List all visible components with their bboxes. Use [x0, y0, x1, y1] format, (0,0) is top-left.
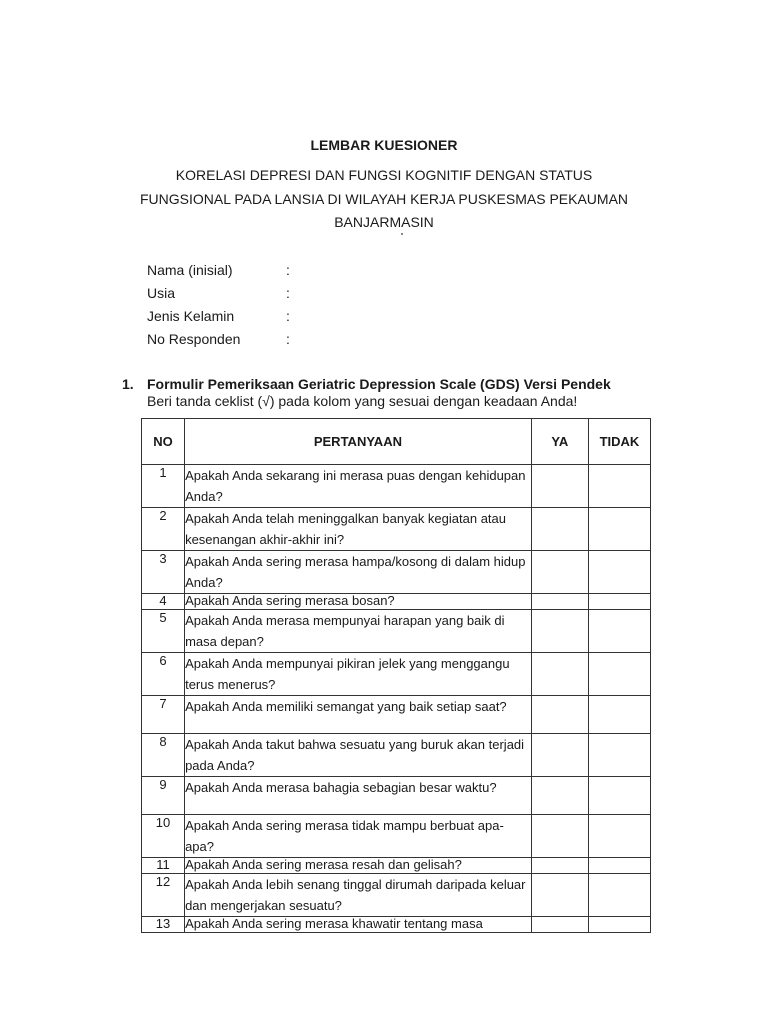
ya-checkbox-cell[interactable]	[531, 917, 588, 933]
table-row	[142, 777, 651, 815]
subtitle-line-1: KORELASI DEPRESI DAN FUNGSI KOGNITIF DENGAN STATUS	[175, 167, 593, 183]
tidak-checkbox-cell[interactable]	[588, 653, 650, 696]
section-number: 1.	[122, 376, 134, 392]
table-row	[142, 858, 651, 874]
tidak-checkbox-cell[interactable]	[588, 551, 650, 594]
row-number: 8	[142, 734, 185, 777]
tidak-checkbox-cell[interactable]	[588, 610, 650, 653]
tidak-checkbox-cell[interactable]	[588, 815, 650, 858]
table-row	[142, 551, 651, 594]
gds-table	[141, 418, 651, 933]
row-question: Apakah Anda merasa bahagia sebagian besar waktu?	[185, 777, 532, 815]
row-question: Apakah Anda lebih senang tinggal dirumah daripada keluar dan mengerjakan sesuatu?	[185, 874, 532, 917]
ya-checkbox-cell[interactable]	[531, 594, 588, 610]
row-question: Apakah Anda takut bahwa sesuatu yang buruk akan terjadi pada Anda?	[185, 734, 532, 777]
row-question: Apakah Anda memiliki semangat yang baik setiap saat?	[185, 696, 532, 734]
ya-checkbox-cell[interactable]	[531, 610, 588, 653]
tidak-checkbox-cell[interactable]	[588, 858, 650, 874]
field-colon-usia: :	[286, 285, 290, 301]
ya-checkbox-cell[interactable]	[531, 653, 588, 696]
field-label-jenis-kelamin: Jenis Kelamin	[147, 308, 235, 324]
row-number: 5	[142, 610, 185, 653]
row-question: Apakah Anda sekarang ini merasa puas dengan kehidupan Anda?	[185, 465, 532, 508]
field-colon-no-responden: :	[286, 331, 290, 347]
row-question: Apakah Anda sering merasa hampa/kosong di dalam hidup Anda?	[185, 551, 532, 594]
row-number: 10	[142, 815, 185, 858]
ya-checkbox-cell[interactable]	[531, 734, 588, 777]
header-tidak: TIDAK	[588, 419, 650, 465]
row-question: Apakah Anda merasa mempunyai harapan yang baik di masa depan?	[185, 610, 532, 653]
tidak-checkbox-cell[interactable]	[588, 734, 650, 777]
table-row	[142, 815, 651, 858]
table-row	[142, 874, 651, 917]
subtitle-line-3: BANJARMASIN	[334, 214, 434, 230]
ya-checkbox-cell[interactable]	[531, 551, 588, 594]
section-instruction: Beri tanda ceklist (√) pada kolom yang sesuai dengan keadaan Anda!	[147, 393, 578, 409]
header-question: PERTANYAAN	[185, 419, 532, 465]
row-number: 6	[142, 653, 185, 696]
row-question: Apakah Anda sering merasa resah dan gelisah?	[185, 858, 532, 874]
field-colon-jenis-kelamin: :	[286, 308, 290, 324]
table-row	[142, 696, 651, 734]
ya-checkbox-cell[interactable]	[531, 508, 588, 551]
row-number: 2	[142, 508, 185, 551]
stray-dot	[401, 233, 403, 235]
row-number: 7	[142, 696, 185, 734]
row-question: Apakah Anda sering merasa bosan?	[185, 594, 532, 610]
field-label-nama: Nama (inisial)	[147, 262, 233, 278]
header-no: NO	[142, 419, 185, 465]
header-ya: YA	[531, 419, 588, 465]
row-number: 9	[142, 777, 185, 815]
row-question: Apakah Anda mempunyai pikiran jelek yang menggangu terus menerus?	[185, 653, 532, 696]
tidak-checkbox-cell[interactable]	[588, 465, 650, 508]
tidak-checkbox-cell[interactable]	[588, 917, 650, 933]
row-number: 1	[142, 465, 185, 508]
ya-checkbox-cell[interactable]	[531, 777, 588, 815]
row-number: 13	[142, 917, 185, 933]
section-title: Formulir Pemeriksaan Geriatric Depression Scale (GDS) Versi Pendek	[147, 376, 611, 392]
row-number: 3	[142, 551, 185, 594]
field-label-usia: Usia	[147, 285, 176, 301]
row-question: Apakah Anda telah meninggalkan banyak kegiatan atau kesenangan akhir-akhir ini?	[185, 508, 532, 551]
table-row	[142, 465, 651, 508]
tidak-checkbox-cell[interactable]	[588, 777, 650, 815]
ya-checkbox-cell[interactable]	[531, 858, 588, 874]
table-row	[142, 653, 651, 696]
table-row	[142, 917, 651, 933]
tidak-checkbox-cell[interactable]	[588, 508, 650, 551]
table-row	[142, 610, 651, 653]
ya-checkbox-cell[interactable]	[531, 465, 588, 508]
subtitle-line-2: FUNGSIONAL PADA LANSIA DI WILAYAH KERJA PUSKESMAS PEKAUMAN	[139, 191, 629, 207]
document-title: LEMBAR KUESIONER	[310, 137, 458, 153]
ya-checkbox-cell[interactable]	[531, 874, 588, 917]
table-header-row	[142, 419, 651, 465]
ya-checkbox-cell[interactable]	[531, 696, 588, 734]
row-question: Apakah Anda sering merasa khawatir tentang masa	[185, 917, 532, 933]
tidak-checkbox-cell[interactable]	[588, 594, 650, 610]
row-number: 4	[142, 594, 185, 610]
field-colon-nama: :	[286, 262, 290, 278]
tidak-checkbox-cell[interactable]	[588, 696, 650, 734]
table-row	[142, 594, 651, 610]
row-number: 11	[142, 858, 185, 874]
tidak-checkbox-cell[interactable]	[588, 874, 650, 917]
table-row	[142, 734, 651, 777]
row-number: 12	[142, 874, 185, 917]
field-label-no-responden: No Responden	[147, 331, 241, 347]
row-question: Apakah Anda sering merasa tidak mampu berbuat apa-apa?	[185, 815, 532, 858]
ya-checkbox-cell[interactable]	[531, 815, 588, 858]
table-row	[142, 508, 651, 551]
